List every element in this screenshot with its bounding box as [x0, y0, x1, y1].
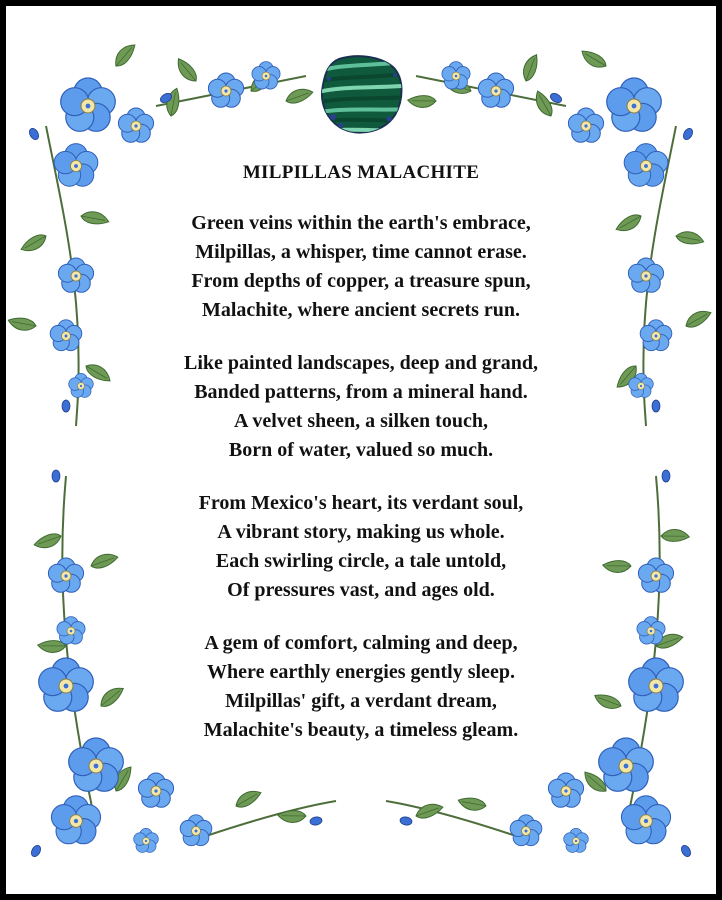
stanza-3 — [146, 489, 576, 605]
poem-line: From Mexico's heart, its verdant soul, — [198, 492, 524, 514]
poem-line: Malachite, where ancient secrets run. — [201, 299, 521, 321]
poem — [146, 161, 576, 769]
poem-line: Milpillas' gift, a verdant dream, — [225, 690, 497, 712]
poem-line: A gem of comfort, calming and deep, — [204, 632, 518, 654]
stanza-4 — [146, 629, 576, 745]
poem-line: Malachite's beauty, a timeless gleam. — [203, 719, 519, 741]
poem-line: Each swirling circle, a tale untold, — [215, 550, 507, 572]
poem-line: From depths of copper, a treasure spun, — [191, 270, 531, 292]
poem-line: Green veins within the earth's embrace, — [191, 212, 531, 234]
poem-line: A velvet sheen, a silken touch, — [234, 410, 488, 432]
poem-line: Milpillas, a whisper, time cannot erase. — [195, 241, 527, 263]
poem-line: A vibrant story, making us whole. — [217, 521, 505, 543]
poem-title: MILPILLAS MALACHITE — [242, 162, 480, 183]
stanza-2 — [146, 349, 576, 465]
poem-line: Of pressures vast, and ages old. — [227, 579, 495, 601]
poem-line: Like painted landscapes, deep and grand, — [184, 352, 538, 374]
malachite-gem-icon — [319, 53, 405, 137]
stanza-1 — [146, 209, 576, 325]
poem-line: Banded patterns, from a mineral hand. — [194, 381, 528, 403]
poem-line: Where earthly energies gently sleep. — [207, 661, 515, 683]
poem-line: Born of water, valued so much. — [228, 439, 494, 461]
